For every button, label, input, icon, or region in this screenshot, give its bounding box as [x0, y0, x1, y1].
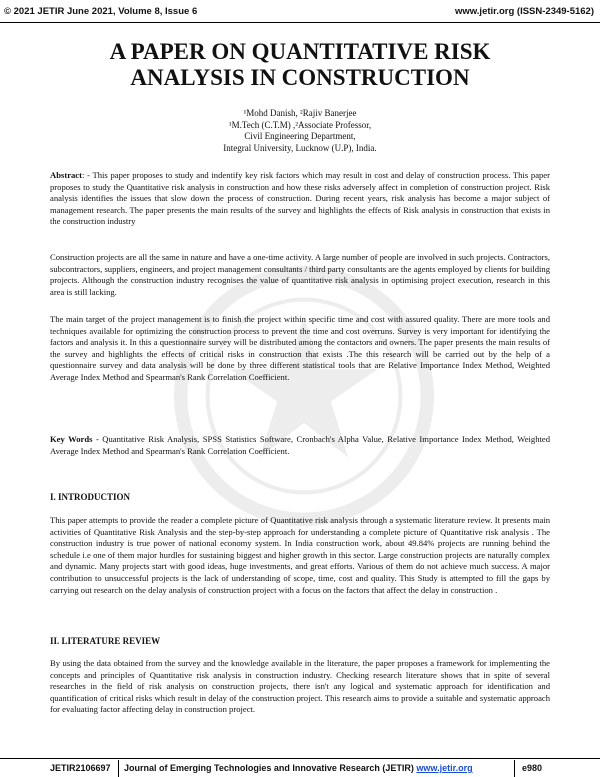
footer-divider	[514, 760, 515, 777]
keywords-text: - Quantitative Risk Analysis, SPSS Statistics Software, Cronbach's Alpha Value, Relative Importance Index Method, Weighted Average Index Method and Spearman's Rank Correlation Coefficient.	[50, 434, 550, 456]
header-journal-issue: © 2021 JETIR June 2021, Volume 8, Issue 6	[4, 6, 198, 17]
jetir-watermark-logo-icon	[170, 262, 438, 530]
keywords-paragraph	[50, 434, 550, 457]
section-heading-literature-review: II. LITERATURE REVIEW	[50, 636, 161, 646]
abstract-label: Abstract	[50, 170, 82, 180]
title-line-2: ANALYSIS IN CONSTRUCTION	[130, 65, 470, 90]
footer-page-number: e980	[522, 763, 543, 773]
paper-title	[60, 39, 540, 91]
title-line-1: A PAPER ON QUANTITATIVE RISK	[109, 39, 491, 64]
author-department: Civil Engineering Department,	[244, 131, 356, 141]
author-block	[150, 108, 450, 154]
abstract-paragraph	[50, 170, 550, 228]
literature-review-paragraph: By using the data obtained from the survey and the knowledge available in the literature, the paper proposes a framework for implementing the concepts and principles of Quantitative risk analysis in construction industry. Checking research literature shows that in spite of several researches in the field of risk analysis on construction projects, there isn't any logical and systematic approach for identification and quantification of critical risks which result in delay of the construction project. This research aims to provide a suitable and systematic approach for evaluating factor affecting delay in construction project.	[50, 658, 550, 715]
author-university: Integral University, Lucknow (U.P), India.	[223, 142, 377, 153]
header-website-issn: www.jetir.org (ISSN-2349-5162)	[454, 6, 594, 17]
section-heading-introduction: I. INTRODUCTION	[50, 492, 131, 502]
introduction-paragraph: This paper attempts to provide the reader a complete picture of Quantitative risk analysis through a systematic literature review. It presents main activities of Quantitative Risk Analysis and the step-by-step approach for understanding a complete picture of Quantitative risk analysis . The construction industry is true power of national economy system. In India construction work, about 49.84% projects are running behind the schedule i.e one of them major hurdles for sustaining biggest and higher growth in this sector. Large construction projects are naturally complex and dynamic. Many projects start with good ideas, huge investments, and great efforts. Various of them do not achieve much success. A major contribution to unsuccessful projects is the lack of understanding of scope, time, cost and quality. This Study is attempted to fill the gaps by carrying out research on the delay analysis of construction project with a focus on the factors that affect the delay in construction .	[50, 515, 550, 595]
footer-paper-id: JETIR2106697	[50, 763, 111, 773]
page-footer	[0, 758, 600, 777]
author-roles: ¹M.Tech (C.T.M) ,²Associate Professor,	[228, 119, 372, 130]
keywords-label: Key Words	[50, 434, 93, 444]
footer-journal-name: Journal of Emerging Technologies and Innovative Research (JETIR)	[124, 763, 414, 773]
footer-journal	[124, 763, 473, 773]
footer-website-link[interactable]: www.jetir.org	[416, 763, 473, 773]
page-header	[0, 0, 600, 23]
body-paragraph-1: Construction projects are all the same in nature and have a one-time activity. A large number of people are involved in such projects. Contractors, subcontractors, suppliers, engineers, and project management consultants / third party consultants are the agents employed by clients for building projects. Although the construction industry recognises the value of quantitative risk analysis in optimising project execution, research in this area is still lacking.	[50, 252, 550, 297]
footer-divider	[118, 760, 119, 777]
body-paragraph-2: The main target of the project management is to finish the project within specific time and cost with assured quality. There are more tools and techniques available for optimizing the construction process to prevent the time and cost overruns. Survey is very important for identifying the factors and analysis it. In this a questionnaire survey will be distributed among the contactors and owners. The paper presents the main results of the survey and highlights the effects of critical risks in construction that exists .The this research will be carried out by the help of a questionnaire survey and data analysis will be done by three different statistical tools that are Relative Importance Index Method, Weighted Average Index Method and Spearman's Rank Correlation Coefficient.	[50, 314, 550, 382]
abstract-text: : - This paper proposes to study and indentify key risk factors which may result in cost and delay of construction process. This paper proposes to study the Quantitative risk analysis in construction and how these risks adversely affect in completion of construction project. Risk analysis identifies the issues that slow down the process of construction. During recent years, risk analysis has become a major subject of management research. The paper presents the main results of the survey and highlights the effects of Risk analysis in construction that exists in the construction industry	[50, 170, 550, 227]
author-names: ¹Mohd Danish, ²Rajiv Banerjee	[243, 108, 357, 118]
